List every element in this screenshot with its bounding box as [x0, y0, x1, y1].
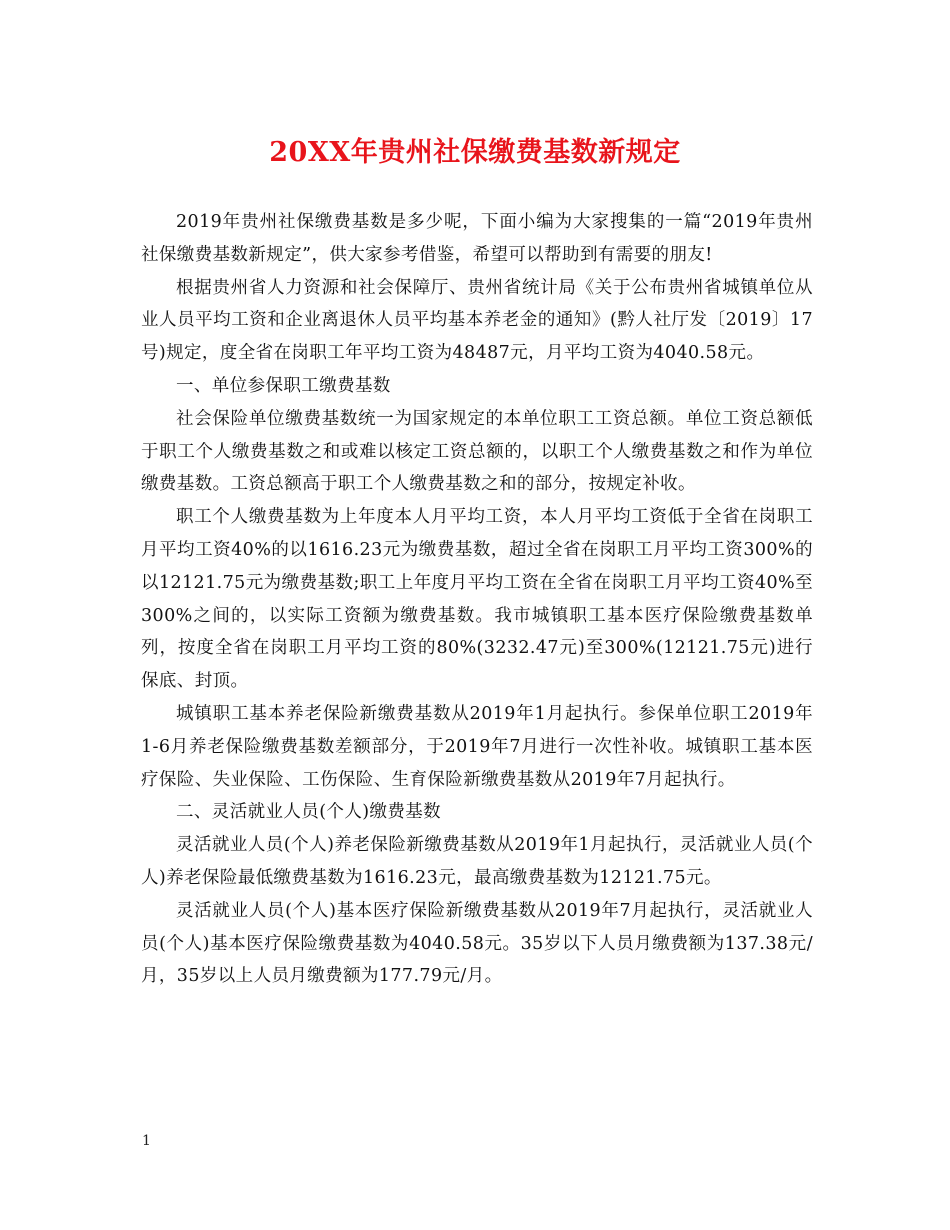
section-heading-unit: 一、单位参保职工缴费基数 — [176, 375, 391, 396]
paragraph-unit-base: 社会保险单位缴费基数统一为国家规定的本单位职工工资总额。单位工资总额低于职工个人缴费基数之和或难以核定工资总额的，以职工个人缴费基数之和作为单位缴费基数。工资总额高于职工个人缴费基数之和的部分，按规定补收。 — [141, 408, 813, 495]
paragraph-effective-dates: 城镇职工基本养老保险新缴费基数从2019年1月起执行。参保单位职工2019年1-6月养老保险缴费基数差额部分，于2019年7月进行一次性补收。城镇职工基本医疗保险、失业保险、工伤保险、生育保险新缴费基数从2019年7月起执行。 — [141, 703, 813, 790]
paragraph-individual-base: 职工个人缴费基数为上年度本人月平均工资，本人月平均工资低于全省在岗职工月平均工资40%的以1616.23元为缴费基数，超过全省在岗职工月平均工资300%的以12121.75元为缴费基数;职工上年度月平均工资在全省在岗职工月平均工资40%至300%之间的，以实际工资额为缴费基数。我市城镇职工基本医疗保险缴费基数单列，按度全省在岗职工月平均工资的80%(3232.47元)至300%(12121.75元)进行保底、封顶。 — [141, 507, 813, 692]
section-heading-flexible: 二、灵活就业人员(个人)缴费基数 — [176, 802, 442, 823]
paragraph-flexible-medical: 灵活就业人员(个人)基本医疗保险新缴费基数从2019年7月起执行，灵活就业人员(个人)基本医疗保险缴费基数为4040.58元。35岁以下人员月缴费额为137.38元/月，35岁以上人员月缴费额为177.79元/月。 — [141, 900, 813, 987]
paragraph-intro: 2019年贵州社保缴费基数是多少呢，下面小编为大家搜集的一篇“2019年贵州社保缴费基数新规定”，供大家参考借鉴，希望可以帮助到有需要的朋友! — [141, 212, 813, 265]
paragraph-regulation: 根据贵州省人力资源和社会保障厅、贵州省统计局《关于公布贵州省城镇单位从业人员平均工资和企业离退休人员平均基本养老金的通知》(黔人社厅发〔2019〕17号)规定，度全省在岗职工年平均工资为48487元，月平均工资为4040.58元。 — [141, 277, 813, 364]
paragraph-flexible-pension: 灵活就业人员(个人)养老保险新缴费基数从2019年1月起执行，灵活就业人员(个人)养老保险最低缴费基数为1616.23元，最高缴费基数为12121.75元。 — [141, 835, 813, 888]
page-number: 1 — [142, 1133, 151, 1149]
document-title: 20XX年贵州社保缴费基数新规定 — [269, 137, 681, 168]
document-body — [141, 206, 813, 993]
